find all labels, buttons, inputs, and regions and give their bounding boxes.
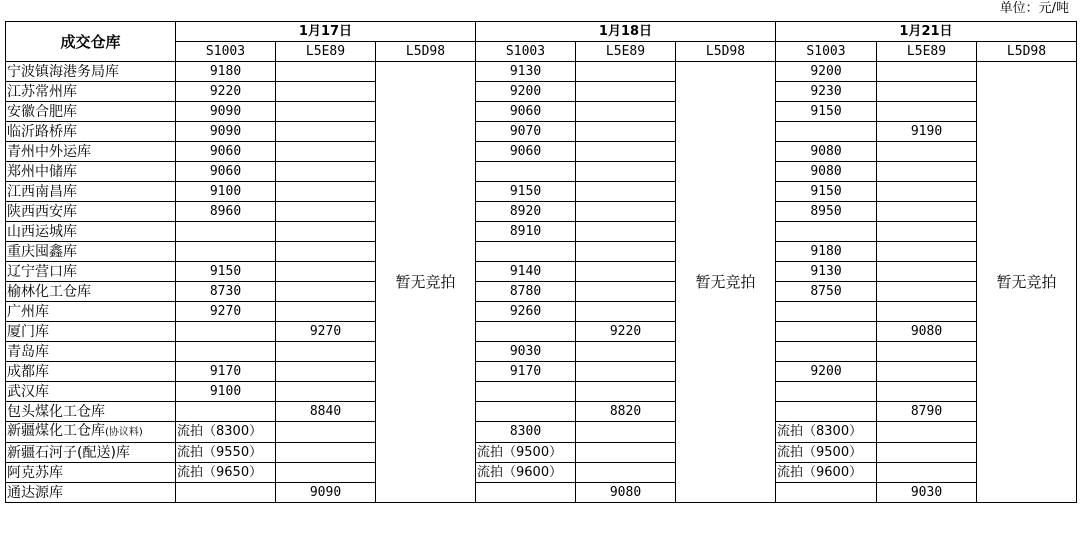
price-cell: 流拍（9500）	[776, 443, 877, 463]
price-cell: 9170	[476, 362, 576, 382]
price-cell: 9100	[176, 182, 276, 202]
price-cell	[576, 242, 676, 262]
table-row	[6, 483, 1077, 503]
price-cell	[576, 362, 676, 382]
table-row	[6, 362, 1077, 382]
price-cell	[877, 82, 977, 102]
table-row	[6, 102, 1077, 122]
warehouse-label: 安徽合肥库	[7, 103, 77, 120]
table-row	[6, 222, 1077, 242]
price-cell	[176, 322, 276, 342]
price-cell: 9060	[176, 162, 276, 182]
warehouse-label: 青州中外运库	[7, 143, 91, 160]
price-cell	[276, 382, 376, 402]
price-cell: 8820	[576, 402, 676, 422]
price-cell: 9080	[776, 142, 877, 162]
warehouse-name	[6, 322, 176, 342]
warehouse-label: 成都库	[7, 363, 49, 380]
price-cell: 9180	[776, 242, 877, 262]
table-row	[6, 463, 1077, 483]
price-cell	[576, 222, 676, 242]
price-cell: 9270	[176, 302, 276, 322]
price-cell	[276, 182, 376, 202]
price-cell: 8780	[476, 282, 576, 302]
price-cell: 9150	[476, 182, 576, 202]
table-row	[6, 122, 1077, 142]
price-cell	[276, 302, 376, 322]
date-header: 1月18日	[476, 22, 776, 42]
grade-header: L5D98	[676, 42, 776, 62]
price-cell: 9030	[877, 483, 977, 503]
grade-header: S1003	[476, 42, 576, 62]
price-cell	[476, 382, 576, 402]
price-cell: 9200	[776, 362, 877, 382]
price-cell	[276, 242, 376, 262]
warehouse-name	[6, 182, 176, 202]
warehouse-label: 江西南昌库	[7, 183, 77, 200]
warehouse-name	[6, 122, 176, 142]
warehouse-label: 宁波镇海港务局库	[7, 63, 119, 80]
price-cell: 9150	[176, 262, 276, 282]
price-cell	[776, 483, 877, 503]
price-cell	[877, 62, 977, 82]
warehouse-label: 阿克苏库	[7, 464, 63, 481]
price-cell	[476, 402, 576, 422]
warehouse-label: 临沂路桥库	[7, 123, 77, 140]
price-cell	[576, 82, 676, 102]
grade-header: L5E89	[576, 42, 676, 62]
price-cell	[276, 142, 376, 162]
price-cell: 8920	[476, 202, 576, 222]
price-cell: 流拍（9550）	[176, 443, 276, 463]
price-cell: 9180	[176, 62, 276, 82]
price-cell: 9190	[877, 122, 977, 142]
price-cell	[576, 342, 676, 362]
price-cell	[176, 222, 276, 242]
warehouse-name	[6, 342, 176, 362]
price-cell: 9270	[276, 322, 376, 342]
price-cell	[476, 322, 576, 342]
warehouse-name	[6, 282, 176, 302]
warehouse-label: 重庆囤鑫库	[7, 243, 77, 260]
table-row	[6, 322, 1077, 342]
price-cell: 9060	[476, 102, 576, 122]
no-bid-cell: 暂无竞拍	[676, 62, 776, 503]
warehouse-name	[6, 262, 176, 282]
price-cell: 9060	[176, 142, 276, 162]
warehouse-name	[6, 62, 176, 82]
price-cell: 流拍（8300）	[776, 422, 877, 443]
no-bid-cell: 暂无竞拍	[376, 62, 476, 503]
warehouse-name	[6, 443, 176, 463]
date-header: 1月21日	[776, 22, 1077, 42]
warehouse-label: 山西运城库	[7, 223, 77, 240]
price-cell	[576, 62, 676, 82]
auction-table	[5, 21, 1077, 503]
no-bid-cell: 暂无竞拍	[977, 62, 1077, 503]
warehouse-label: 江苏常州库	[7, 83, 77, 100]
price-cell	[776, 382, 877, 402]
price-cell: 9200	[476, 82, 576, 102]
price-cell: 9230	[776, 82, 877, 102]
price-cell	[877, 202, 977, 222]
price-cell	[776, 222, 877, 242]
price-cell	[576, 282, 676, 302]
price-cell: 9170	[176, 362, 276, 382]
price-cell: 9100	[176, 382, 276, 402]
warehouse-label: 通达源库	[7, 484, 63, 501]
price-cell	[877, 342, 977, 362]
price-cell: 8730	[176, 282, 276, 302]
price-cell	[176, 342, 276, 362]
table-row	[6, 282, 1077, 302]
price-cell: 9090	[276, 483, 376, 503]
table-row	[6, 182, 1077, 202]
warehouse-header: 成交仓库	[6, 22, 176, 62]
price-cell	[276, 262, 376, 282]
price-cell: 9080	[576, 483, 676, 503]
table-row	[6, 402, 1077, 422]
grade-header: L5E89	[877, 42, 977, 62]
price-cell	[877, 422, 977, 443]
table-row	[6, 302, 1077, 322]
warehouse-label: 新疆石河子(配送)库	[7, 444, 130, 461]
table-row	[6, 82, 1077, 102]
price-cell	[276, 342, 376, 362]
grade-header: S1003	[776, 42, 877, 62]
price-cell: 流拍（8300）	[176, 422, 276, 443]
grade-header: L5D98	[376, 42, 476, 62]
price-cell	[877, 102, 977, 122]
price-cell	[776, 122, 877, 142]
price-cell	[576, 142, 676, 162]
price-cell	[476, 483, 576, 503]
price-cell: 流拍（9600）	[776, 463, 877, 483]
price-cell: 8750	[776, 282, 877, 302]
price-cell	[877, 382, 977, 402]
price-cell: 9090	[176, 102, 276, 122]
grade-header: L5D98	[977, 42, 1077, 62]
price-cell: 流拍（9500）	[476, 443, 576, 463]
price-cell	[276, 62, 376, 82]
price-cell	[276, 422, 376, 443]
warehouse-name	[6, 422, 176, 443]
price-cell	[877, 182, 977, 202]
warehouse-name	[6, 202, 176, 222]
warehouse-name	[6, 222, 176, 242]
price-cell	[276, 202, 376, 222]
warehouse-name	[6, 162, 176, 182]
price-cell	[576, 202, 676, 222]
price-cell	[276, 122, 376, 142]
price-cell: 9030	[476, 342, 576, 362]
price-cell	[877, 142, 977, 162]
table-row	[6, 382, 1077, 402]
price-cell	[276, 463, 376, 483]
price-cell	[176, 402, 276, 422]
price-cell	[877, 463, 977, 483]
price-cell	[176, 483, 276, 503]
price-cell	[776, 322, 877, 342]
price-cell: 9220	[176, 82, 276, 102]
warehouse-label: 陕西西安库	[7, 203, 77, 220]
price-cell	[576, 302, 676, 322]
price-cell	[276, 102, 376, 122]
price-cell	[776, 402, 877, 422]
price-cell	[877, 302, 977, 322]
price-cell: 9070	[476, 122, 576, 142]
price-cell	[576, 182, 676, 202]
price-cell: 9200	[776, 62, 877, 82]
price-cell	[276, 82, 376, 102]
table-row	[6, 62, 1077, 82]
warehouse-label: 新疆煤化工仓库	[7, 423, 105, 439]
warehouse-name	[6, 82, 176, 102]
price-cell	[576, 102, 676, 122]
table-row	[6, 202, 1077, 222]
table-row	[6, 242, 1077, 262]
grade-header: L5E89	[276, 42, 376, 62]
price-cell: 9130	[776, 262, 877, 282]
warehouse-label: 包头煤化工仓库	[7, 403, 105, 420]
price-cell	[877, 242, 977, 262]
price-cell: 8790	[877, 402, 977, 422]
warehouse-label: 广州库	[7, 303, 49, 320]
price-cell	[877, 222, 977, 242]
price-cell	[276, 282, 376, 302]
price-cell: 9130	[476, 62, 576, 82]
warehouse-label: 郑州中储库	[7, 163, 77, 180]
price-cell: 9080	[877, 322, 977, 342]
warehouse-name	[6, 463, 176, 483]
price-cell	[877, 443, 977, 463]
price-cell	[877, 282, 977, 302]
warehouse-name	[6, 382, 176, 402]
price-cell	[877, 362, 977, 382]
price-cell	[276, 222, 376, 242]
table-row	[6, 342, 1077, 362]
date-header: 1月17日	[176, 22, 476, 42]
warehouse-note: (协议料)	[105, 427, 143, 438]
warehouse-label: 武汉库	[7, 383, 49, 400]
warehouse-label: 厦门库	[7, 323, 49, 340]
warehouse-label: 榆林化工仓库	[7, 283, 91, 300]
warehouse-name	[6, 362, 176, 382]
warehouse-name	[6, 142, 176, 162]
price-cell	[576, 443, 676, 463]
price-cell	[276, 362, 376, 382]
table-row	[6, 422, 1077, 443]
warehouse-name	[6, 402, 176, 422]
unit-label: 单位：元/吨	[999, 1, 1069, 16]
price-cell: 流拍（9600）	[476, 463, 576, 483]
table-row	[6, 162, 1077, 182]
price-cell: 8960	[176, 202, 276, 222]
table-body	[6, 62, 1077, 503]
price-cell	[776, 302, 877, 322]
price-cell: 8840	[276, 402, 376, 422]
price-cell	[276, 443, 376, 463]
price-cell: 9260	[476, 302, 576, 322]
price-cell: 9060	[476, 142, 576, 162]
price-cell: 9150	[776, 182, 877, 202]
warehouse-name	[6, 242, 176, 262]
price-cell	[276, 162, 376, 182]
warehouse-name	[6, 483, 176, 503]
warehouse-name	[6, 102, 176, 122]
price-cell	[176, 242, 276, 262]
grade-header: S1003	[176, 42, 276, 62]
price-cell	[776, 342, 877, 362]
price-cell	[576, 262, 676, 282]
price-cell: 9080	[776, 162, 877, 182]
table-row	[6, 142, 1077, 162]
price-cell	[877, 262, 977, 282]
price-cell	[576, 122, 676, 142]
price-cell: 8910	[476, 222, 576, 242]
price-cell	[576, 162, 676, 182]
price-cell	[476, 162, 576, 182]
price-cell	[576, 463, 676, 483]
table-row	[6, 262, 1077, 282]
price-cell: 8950	[776, 202, 877, 222]
warehouse-label: 青岛库	[7, 343, 49, 360]
price-cell: 9220	[576, 322, 676, 342]
price-cell: 8300	[476, 422, 576, 443]
price-cell: 9150	[776, 102, 877, 122]
price-cell: 9090	[176, 122, 276, 142]
price-cell: 流拍（9650）	[176, 463, 276, 483]
price-cell	[576, 422, 676, 443]
table-row	[6, 443, 1077, 463]
price-cell	[576, 382, 676, 402]
price-cell	[476, 242, 576, 262]
warehouse-name	[6, 302, 176, 322]
warehouse-label: 辽宁营口库	[7, 263, 77, 280]
price-cell	[877, 162, 977, 182]
price-cell: 9140	[476, 262, 576, 282]
